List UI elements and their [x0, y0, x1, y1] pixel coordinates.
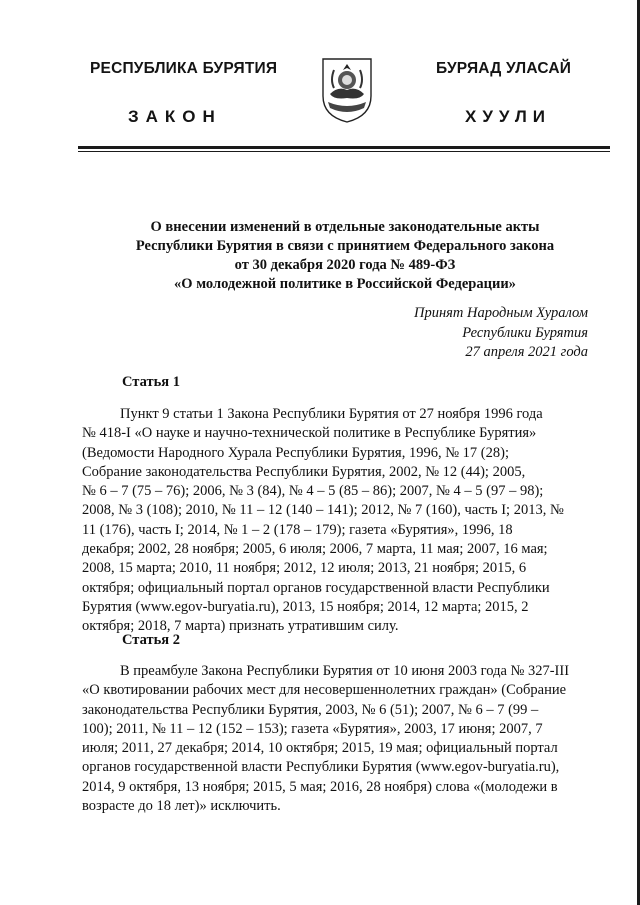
text-line: Собрание законодательства Республики Бурятия, 2002, № 12 (44); 2005, — [82, 463, 526, 480]
text-line: 2008, № 3 (108); 2010, № 11 – 12 (140 – 141); 2012, № 7 (160), часть I; 2013, № — [82, 502, 564, 519]
text-line: № 418-I «О науке и научно-технической политике в Республике Бурятия» — [82, 425, 537, 442]
header-republic-ru: РЕСПУБЛИКА БУРЯТИЯ — [90, 60, 278, 77]
header-law-ru: ЗАКОН — [128, 107, 222, 126]
text-line: 2014, 9 октября, 13 ноября; 2015, 5 мая; 2016, 28 ноября) слова «(молодежи в — [82, 778, 558, 795]
law-title — [80, 218, 610, 294]
text-line: В преамбуле Закона Республики Бурятия от 10 июня 2003 года № 327-III — [120, 663, 570, 679]
text-line: июля; 2011, 27 декабря; 2014, 10 октября; 2015, 19 мая; официальный портал — [82, 740, 558, 757]
header-law-bua: ХУУЛИ — [465, 107, 551, 126]
adoption-note — [414, 304, 588, 363]
article-2-text — [82, 662, 615, 816]
text-line: Пункт 9 статьи 1 Закона Республики Бурятия от 27 ноября 1996 года — [120, 406, 543, 422]
adoption-line: Принят Народным Хуралом — [413, 305, 588, 321]
adoption-line: Республики Бурятия — [462, 324, 588, 341]
law-title-line: «О молодежной политике в Российской Федерации» — [174, 276, 516, 292]
text-line: 2008, 15 марта; 2010, 11 ноября; 2012, 12 июля; 2013, 21 ноября; 2015, 6 — [82, 560, 527, 577]
article-1-text — [82, 405, 615, 637]
buryatia-coat-of-arms-icon — [320, 56, 374, 124]
law-title-line: Республики Бурятия в связи с принятием Федерального закона — [135, 238, 555, 254]
adoption-date: 27 апреля 2021 года — [465, 344, 588, 360]
text-line: органов государственной власти Республики Бурятия (www.egov-buryatia.ru), — [82, 759, 560, 776]
text-line: Бурятия (www.egov-buryatia.ru), 2013, 15 ноября; 2014, 12 марта; 2015, 2 — [82, 598, 529, 615]
text-line: 100); 2011, № 11 – 12 (152 – 153); газета «Бурятия», 2003, 17 июня; 2007, 7 — [82, 720, 543, 737]
text-line: № 6 – 7 (75 – 76); 2006, № 3 (84), № 4 – 5 (85 – 86); 2007, № 4 – 5 (97 – 98); — [82, 483, 544, 500]
text-line: октября; официальный портал органов государственной власти Республики — [82, 579, 550, 596]
text-line: «О квотировании рабочих мест для несовершеннолетних граждан» (Собрание — [82, 682, 567, 699]
article-2-heading: Статья 2 — [122, 632, 180, 648]
text-line: декабря; 2002, 28 ноября; 2005, 6 июля; 2006, 7 марта, 11 мая; 2007, 16 мая; — [82, 541, 548, 558]
article-1-heading: Статья 1 — [122, 374, 180, 390]
law-title-line: О внесении изменений в отдельные законодательные акты — [150, 219, 540, 235]
text-line: возрасте до 18 лет)» исключить. — [82, 798, 281, 815]
header-republic-bua: БУРЯАД УЛАСАЙ — [436, 60, 572, 77]
law-title-line: от 30 декабря 2020 года № 489-ФЗ — [234, 257, 456, 273]
text-line: законодательства Республики Бурятия, 2003, № 6 (51); 2007, № 6 – 7 (99 – — [82, 701, 539, 718]
header-divider-thin — [78, 151, 610, 152]
text-line: (Ведомости Народного Хурала Республики Бурятия, 1996, № 17 (28); — [82, 444, 509, 461]
text-line: 11 (176), часть I; 2014, № 1 – 2 (178 – 179); газета «Бурятия», 1996, 18 — [82, 521, 513, 538]
text-line: октября; 2018, 7 марта) признать утратившим силу. — [82, 618, 399, 635]
header-divider-thick — [78, 146, 610, 149]
